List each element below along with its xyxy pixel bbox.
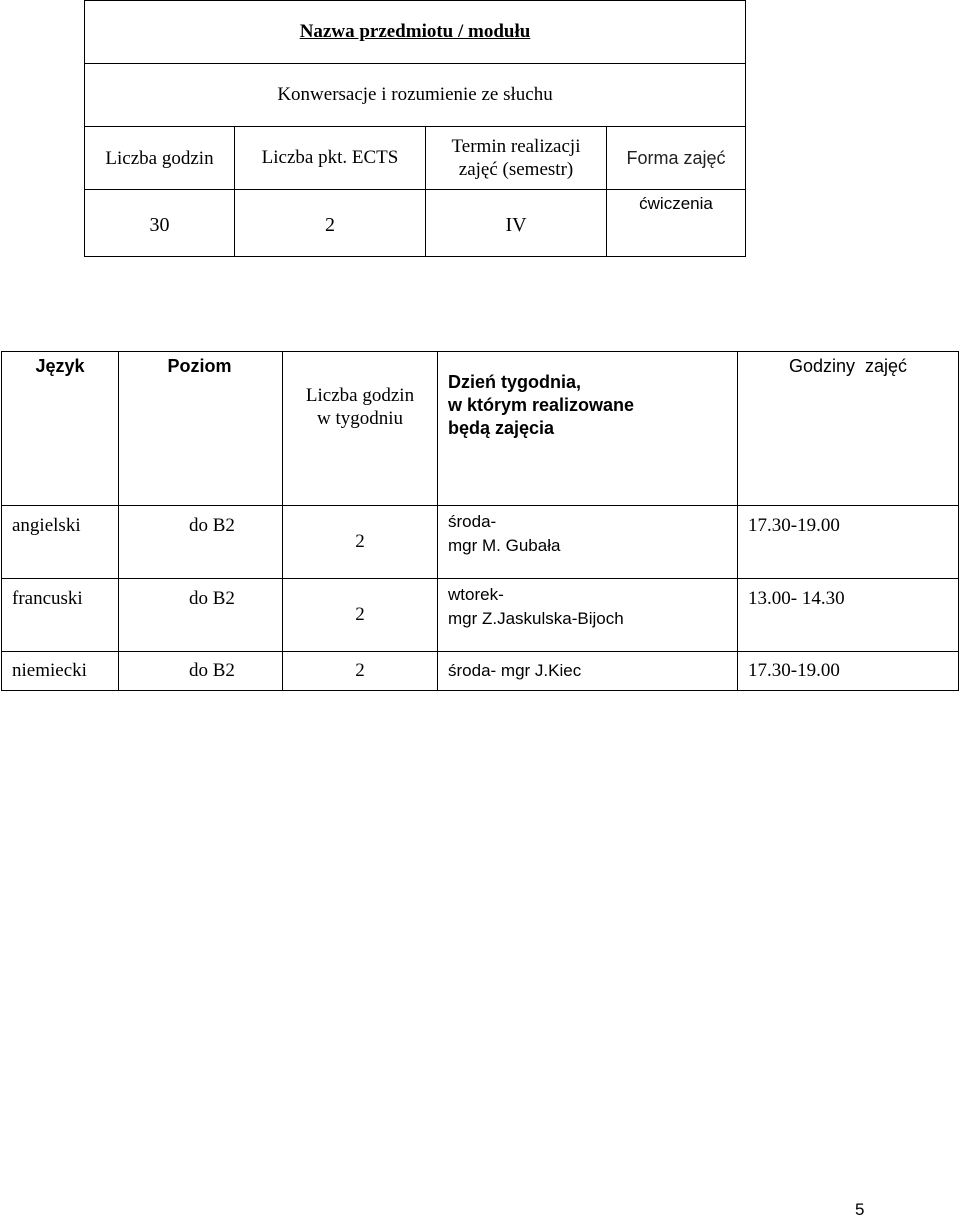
page-number: 5 [855, 1200, 865, 1219]
form-header [607, 127, 746, 190]
time-value: 13.00- 14.30 [748, 588, 845, 609]
form-header-label: Forma zajęć [626, 147, 726, 168]
level-cell [119, 506, 283, 579]
table-row [2, 506, 959, 579]
weekly-hours-header-line2: w tygodniu [316, 408, 404, 429]
schedule-header-row [2, 352, 959, 506]
day-teacher-value: środa- mgr J.Kiec [448, 661, 582, 680]
hours-value: 2 [355, 660, 365, 681]
ects-header [235, 127, 426, 190]
day-value: środa- [448, 512, 497, 531]
level-value: do B2 [189, 515, 235, 536]
hours-cell [283, 579, 438, 652]
day-header-line3: będą zajęcia [448, 418, 555, 438]
teacher-value: mgr Z.Jaskulska-Bijoch [448, 609, 624, 628]
time-cell [738, 579, 959, 652]
subject-cell [85, 64, 746, 127]
ects-header-label: Liczba pkt. ECTS [261, 147, 399, 168]
table-row [2, 652, 959, 691]
weekly-hours-header [283, 352, 438, 506]
schedule-table [1, 351, 959, 691]
time-cell [738, 652, 959, 691]
level-header-label: Poziom [167, 356, 232, 376]
level-cell [119, 579, 283, 652]
hours-value: 30 [149, 213, 170, 236]
term-value: IV [505, 213, 527, 236]
hours-header [85, 127, 235, 190]
term-header-line2: zajęć (semestr) [458, 159, 574, 180]
term-value-cell [426, 190, 607, 257]
hours-header-label: Liczba godzin [105, 147, 214, 169]
form-value-cell [607, 190, 746, 257]
weekly-hours-header-line1: Liczba godzin [305, 385, 415, 406]
subject-name: Konwersacje i rozumienie ze słuchu [277, 84, 553, 105]
day-teacher-cell [438, 579, 738, 652]
module-title-cell [85, 1, 746, 64]
day-teacher-cell [438, 506, 738, 579]
hours-cell [283, 506, 438, 579]
language-header [2, 352, 119, 506]
term-header-line1: Termin realizacji [451, 136, 581, 157]
module-info-table [84, 0, 746, 257]
day-header [438, 352, 738, 506]
time-value: 17.30-19.00 [748, 515, 840, 536]
time-value: 17.30-19.00 [748, 660, 840, 681]
language-value: francuski [12, 588, 83, 609]
ects-value: 2 [325, 213, 335, 236]
hours-value-cell [85, 190, 235, 257]
level-cell [119, 652, 283, 691]
module-title: Nazwa przedmiotu / modułu [299, 21, 531, 42]
hours-value: 2 [355, 604, 365, 625]
language-header-label: Język [35, 356, 85, 376]
level-header [119, 352, 283, 506]
teacher-value: mgr M. Gubała [448, 536, 561, 555]
day-teacher-cell [438, 652, 738, 691]
language-cell [2, 579, 119, 652]
hours-cell [283, 652, 438, 691]
hours-value: 2 [355, 531, 365, 552]
term-header [426, 127, 607, 190]
day-header-line1: Dzień tygodnia, [448, 372, 582, 392]
time-cell [738, 506, 959, 579]
form-value: ćwiczenia [639, 194, 713, 213]
table-row [2, 579, 959, 652]
language-value: niemiecki [12, 660, 87, 681]
day-value: wtorek- [448, 585, 504, 604]
day-header-line2: w którym realizowane [448, 395, 635, 415]
language-cell [2, 652, 119, 691]
time-header [738, 352, 959, 506]
language-cell [2, 506, 119, 579]
ects-value-cell [235, 190, 426, 257]
level-value: do B2 [189, 660, 235, 681]
language-value: angielski [12, 515, 81, 536]
time-header-label: Godziny zajęć [788, 356, 908, 376]
level-value: do B2 [189, 588, 235, 609]
